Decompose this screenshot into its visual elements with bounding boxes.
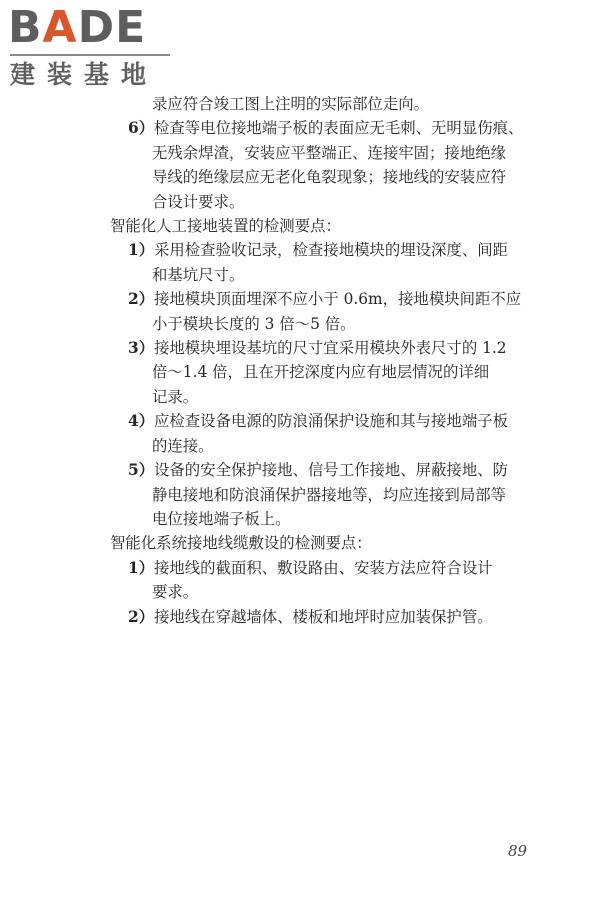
bade-logo [8,4,178,90]
line-text: 接地模块埋设基坑的尺寸宜采用模块外表尺寸的 1.2 [154,339,507,358]
list-item-number: 6） [128,119,155,138]
list-item-number: 2） [128,607,155,626]
line-text: 电位接地端子板上。 [152,509,291,528]
line-text: 导线的绝缘层应无老化龟裂现象；接地线的安装应符 [152,168,506,187]
text-line [152,92,546,116]
text-line [152,312,546,336]
line-text: 小于模块长度的 3 倍～5 倍。 [152,314,356,333]
logo-word-suffix: DE [77,2,147,53]
line-text: 接地线的截面积、敷设路由、安装方法应符合设计 [154,558,493,577]
line-text: 倍～1.4 倍，且在开挖深度内应有地层情况的详细 [152,363,490,382]
list-item-number: 3） [128,339,155,358]
line-text: 设备的安全保护接地、信号工作接地、屏蔽接地、防 [154,461,508,480]
line-text: 接地模块顶面埋深不应小于 0.6m，接地模块间距不应 [154,290,522,309]
line-text: 录应符合竣工图上注明的实际部位走向。 [152,95,430,113]
text-line [152,483,546,507]
page-number: 89 [508,842,528,860]
line-text: 应检查设备电源的防浪涌保护设施和其与接地端子板 [154,412,508,431]
list-item-first-line [110,336,546,360]
line-text: 静电接地和防浪涌保护器接地等，均应连接到局部等 [152,485,506,504]
line-text: 检查等电位接地端子板的表面应无毛刺、无明显伤痕、 [154,119,524,138]
logo-rule [10,54,170,56]
page-body-text [110,92,546,629]
list-item-first-line [110,238,546,262]
logo-wordmark [8,4,146,52]
text-line [152,507,546,531]
logo-chinese-name: 建装基地 [10,60,159,89]
text-line [152,385,546,409]
list-item-first-line [110,458,546,482]
logo-word-accent: A [42,2,78,53]
text-line [152,141,546,165]
list-item-number: 5） [128,461,155,480]
list-item-number: 4） [128,412,155,431]
list-item-number: 1） [128,241,155,260]
list-item-first-line [110,287,546,311]
list-item-number: 2） [128,290,155,309]
line-text: 智能化系统接地线缆敷设的检测要点： [110,534,372,553]
line-text: 的连接。 [152,436,214,455]
text-line [152,580,546,604]
line-text: 和基坑尺寸。 [152,265,245,284]
list-item-first-line [110,605,546,629]
line-text: 要求。 [152,583,199,602]
text-line [152,190,546,214]
list-item-first-line [110,116,546,140]
line-text: 采用检查验收记录，检查接地模块的埋设深度、间距 [154,241,508,260]
line-text: 无残余焊渣，安装应平整端正、连接牢固；接地绝缘 [152,143,506,162]
line-text: 合设计要求。 [152,192,245,211]
line-text: 记录。 [152,387,199,406]
list-item-first-line [110,409,546,433]
list-item-first-line [110,556,546,580]
line-text: 接地线在穿越墙体、楼板和地坪时应加装保护管。 [154,607,493,626]
text-line [152,263,546,287]
section-heading [110,531,546,555]
text-line [152,434,546,458]
list-item-number: 1） [128,558,155,577]
text-line [152,165,546,189]
logo-word-prefix: B [8,2,43,53]
section-heading [110,214,546,238]
line-text: 智能化人工接地装置的检测要点： [110,217,341,236]
text-line [152,360,546,384]
